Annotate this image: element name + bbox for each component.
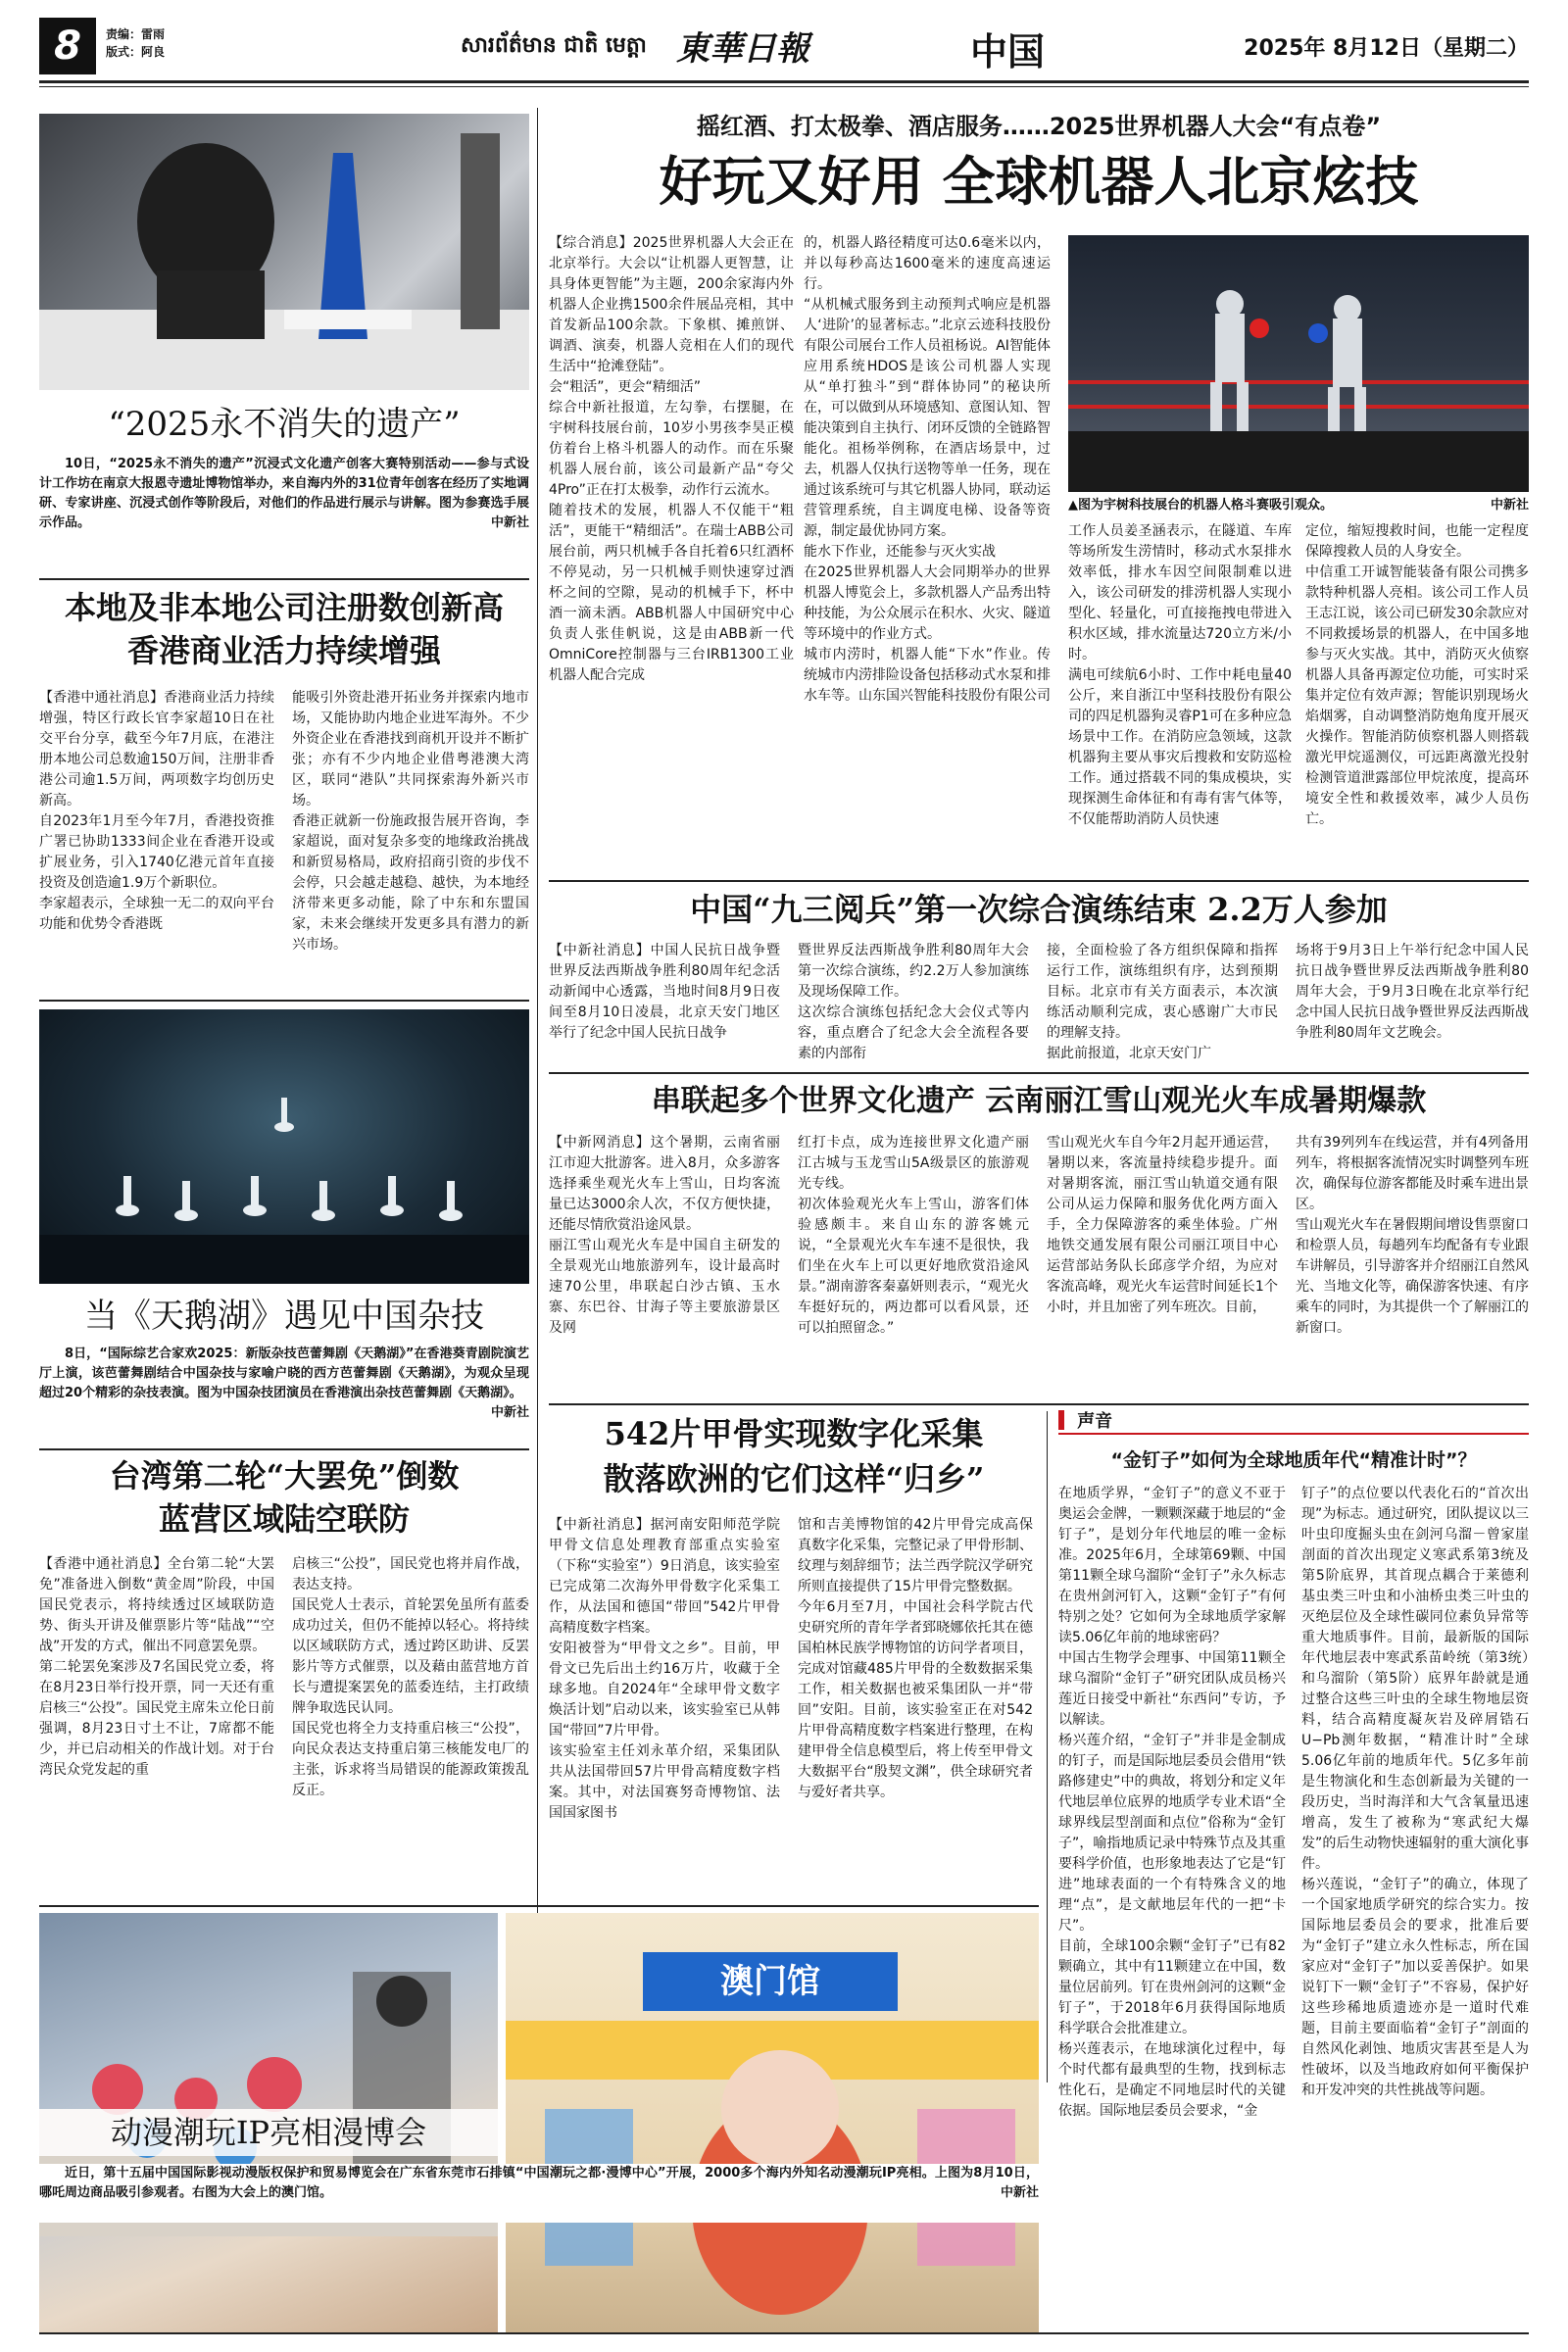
swan-lake-photo <box>39 1009 529 1284</box>
khmer-paper-name: សារព័ត៌មាន ជាតិ មេត្តា <box>461 33 647 58</box>
taiwan-headline-1: 台湾第二轮“大罢免”倒数 <box>109 1457 460 1494</box>
section-rule <box>549 1403 1529 1405</box>
oracle-body-col1: 【中新社消息】据河南安阳师范学院甲骨文信息处理教育部重点实验室（下称“实验室”）9日消息，该实验室已完成第二次海外甲骨数字化采集工作，从法国和德国“带回”542片甲骨高精度数字档案。 安阳被誉为“甲骨文之乡”。目前，甲骨文已先后出土约16万片，收藏于全球多地。自2024年“全球甲骨文数字焕活计划”启动以来，该实验室已从韩国“带回”7片甲骨。 该实验室主任刘永革介绍，采集团队共从法国带回57片甲骨高精度数字档案。其中，对法国赛努奇博物馆、法国国家图书 <box>549 1517 780 1821</box>
taiwan-body-col2: 启核三“公投”，国民党也将并肩作战，表达支持。 国民党人士表示，首轮罢免虽所有蓝委成功过关，但仍不能掉以轻心。将持续以区域联防方式，透过跨区助讲、反罢影片等方式催票，以及藉由蓝营地方首长与遭提案罢免的蓝委连结，主打政绩牌争取选民认同。 国民党也将全力支持重启核三“公投”，向民众表达支持重启第三核能发电厂的主张，诉求将当局错误的能源政策拨乱反正。 <box>292 1556 529 1798</box>
parade-headline: 中国“九三阅兵”第一次综合演练结束 2.2万人参加 <box>690 891 1388 928</box>
robot-kicker: 摇红酒、打太极拳、酒店服务……2025世界机器人大会“有点卷” <box>696 113 1382 140</box>
voice-marker-icon <box>1058 1410 1064 1430</box>
oracle-headline-1: 542片甲骨实现数字化采集 <box>604 1415 984 1452</box>
robot-boxing-photo <box>1068 235 1529 492</box>
section-rule <box>549 880 1529 882</box>
heritage-caption: 10日，“2025永不消失的遗产”沉浸式文化遗产创客大赛特别活动——参与式设计工作坊在南京大报恩寺遗址博物馆举办，来自海内外的31位青年创客在经历了实地调研、专家讲座、沉浸式创作等阶段后，对他们的作品进行展示与讲解。图为参赛选手展示作品。 中新社 <box>39 457 529 530</box>
swan-title: 当《天鹅湖》遇见中国杂技 <box>84 1297 484 1336</box>
lijiang-body-col1: 【中新网消息】这个暑期，云南省丽江市迎大批游客。进入8月，众多游客选择乘坐观光火车上雪山，日均客流量已达3000余人次，不仅方便快捷，还能尽情欣赏沿途风景。 丽江雪山观光火车是中国自主研发的全景观光山地旅游列车，设计最高时速70公里，串联起白沙古镇、玉水寨、东巴谷、甘海子等主要旅游景区及网 <box>549 1135 780 1336</box>
page-bottom-rule <box>39 2332 1529 2334</box>
voice-column-tag: 声音 <box>1058 1407 1529 1435</box>
swan-caption: 8日，“国际综艺合家欢2025：新版杂技芭蕾舞剧《天鹅湖》”在香港葵青剧院演艺厅上演，该芭蕾舞剧结合中国杂技与家喻户晓的西方芭蕾舞剧《天鹅湖》，为观众呈现超过20个精彩的杂技表演。图为中国杂技团演员在香港演出杂技芭蕾舞剧《天鹅湖》。 中新社 <box>39 1347 529 1420</box>
macau-pavilion-sign: 澳门馆 <box>720 1962 820 2001</box>
hk-body-col2: 能吸引外资赴港开拓业务并探索内地市场，又能协助内地企业进军海外。不少外资企业在香港找到商机开设并不断扩张；亦有不少内地企业借粤港澳大湾区，联同“港队”共同探索海外新兴市场。 香港正就新一份施政报告展开咨询，李家超说，面对复杂多变的地缘政治挑战和新贸易格局，政府招商引资的步伐不会停，只会越走越稳、越快，为本地经济带来更多动能，除了中东和东盟国家，未来会继续开发更多具有潜力的新兴市场。 <box>292 690 529 953</box>
issue-date: 2025年 8月12日（星期二） <box>1244 36 1529 61</box>
robot-body-col4: 定位，缩短搜救时间，也能一定程度保障搜救人员的人身安全。 中信重工开诚智能装备有限公司携多款特种机器人亮相。该公司工作人员王志江说，该公司已研发30余款应对不同救援场景的机器人，在中国多地参与灭火实战。其中，消防灭火侦察机器人具备再源定位功能，可实时采集并定位有效声源；智能识别现场火焰烟雾，自动调整消防炮角度开展灭火操作。智能消防侦察机器人则搭载激光甲烷遥测仪，可远距离激光投射检测管道泄露部位甲烷浓度，提高环境安全性和救援效率，减少人员伤亡。 <box>1305 523 1529 827</box>
column-divider <box>537 108 538 2082</box>
voice-body-col1: 在地质学界，“金钉子”的意义不亚于奥运会金牌，一颗颗深藏于地层的“金钉子”，是划分年代地层的唯一金标准。2025年6月，全球第69颗、中国第11颗全球乌溜阶“金钉子”永久标志在贵州剑河钉入，这颗“金钉子”有何特别之处？它如何为全球地质学家解读5.06亿年前的地球密码？ 中国古生物学会理事、中国第11颗全球乌溜阶“金钉子”研究团队成员杨兴莲近日接受中新社“东西问”专访，予以解读。 杨兴莲介绍，“金钉子”并非是金制成的钉子，而是国际地层委员会借用“铁路修建史”中的典故，将划分和定义年代地层单位底界的地质学专业术语“全球界线层型剖面和点位”俗称为“金钉子”，喻指地质记录中特殊节点及其重要科学价值，也形象地表达了它是“钉进”地球表面的一个有特殊含义的地理“点”，是文献地层年代的一把“卡尺”。 目前，全球100余颗“金钉子”已有82颗确立，其中有11颗建立在中国，数量位居前列。钉在贵州剑河的这颗“金钉子”，于2018年6月获得国际地质科学联合会批准建立。 杨兴莲表示，在地球演化过程中，每个时代都有最典型的生物，找到标志性化石，是确定不同地层时代的关键依据。国际地层委员会要求，“金 <box>1058 1486 1286 2119</box>
photo-placeholder-icon <box>39 114 529 390</box>
taiwan-headline-2: 蓝营区域陆空联防 <box>158 1500 410 1538</box>
lijiang-body-col2: 红打卡点，成为连接世界文化遗产丽江古城与玉龙雪山5A级景区的旅游观光专线。 初次体验观光火车上雪山，游客们体验感颇丰。来自山东的游客姚元说，“全景观光火车车速不是很快，我们坐在火车上可以更好地欣赏沿途风景。”湖南游客秦嘉妍则表示，“观光火车挺好玩的，两边都可以看风景，还可以拍照留念。” <box>798 1135 1029 1336</box>
voice-headline: “金钉子”如何为全球地质年代“精准计时”？ <box>1110 1449 1477 1471</box>
parade-body-col2: 暨世界反法西斯战争胜利80周年大会第一次综合演练，约2.2万人参加演练及现场保障工作。 这次综合演练包括纪念大会仪式等内容，重点磨合了纪念大会全流程各要素的内部衔 <box>798 943 1029 1061</box>
taiwan-body-col1: 【香港中通社消息】全台第二轮“大罢免”准备进入倒数“黄金周”阶段，中国国民党表示，将持续透过区域联防造势、街头开讲及催票影片等“陆战”“空战”开发的方式，催出不同意罢免票。 第二轮罢免案涉及7名国民党立委，将在8月23日举行投开票，同一天还有重启核三“公投”。国民党主席朱立伦日前强调，8月23日寸土不让，7席都不能少，并已启动相关的作战计划。对于台湾民众党发起的重 <box>39 1556 274 1778</box>
section-rule <box>39 578 529 580</box>
section-rule <box>39 1448 529 1450</box>
anime-caption: 近日，第十五届中国国际影视动漫版权保护和贸易博览会在广东省东莞市石排镇“中国潮玩之都·漫博中心”开展，2000多个海内外知名动漫潮玩IP亮相。上图为8月10日，哪吒周边商品吸引参观者。右图为大会上的澳门馆。 中新社 <box>39 2164 1039 2223</box>
robot-photo-caption: ▲图为宇树科技展台的机器人格斗赛吸引观众。 中新社 <box>1068 498 1529 513</box>
robot-body-col2: 的，机器人路径精度可达0.6毫米以内，并以每秒高达1600毫米的速度高速运行。 “从机械式服务到主动预判式响应是机器人‘进阶’的显著标志。”北京云迹科技股份有限公司展台工作人员祖杨说。AI智能体应用系统HDOS是该公司机器人实现从“单打独斗”到“群体协同”的秘诀所在，可以做到从环境感知、意图认知、智能决策到自主执行、闭环反馈的全链路智能化。祖杨举例称，在酒店场景中，过去，机器人仅执行送物等单一任务，现在通过该系统可与其它机器人协同，联动运营管理系统，自主调度电梯、设备等资源，制定最优协同方案。 能水下作业，还能参与灭火实战 在2025世界机器人大会同期举办的世界机器人博览会上，多款机器人产品秀出特种技能，为公众展示在积水、火灾、隧道等环境中的作业方式。 城市内涝时，机器人能“下水”作业。传统城市内涝排险设备包括移动式水泵和排水车等。山东国兴智能科技股份有限公司 <box>804 235 1051 704</box>
masthead-rule <box>39 80 1529 83</box>
parade-body-col4: 场将于9月3日上午举行纪念中国人民抗日战争暨世界反法西斯战争胜利80周年大会，于9月3日晚在北京举行纪念中国人民抗日战争暨世界反法西斯战争胜利80周年文艺晚会。 <box>1296 943 1529 1041</box>
editor-credit: 责编：雷雨 版式：阿良 <box>106 27 166 59</box>
section-name: 中国 <box>970 30 1046 74</box>
section-rule <box>549 1072 1529 1074</box>
heritage-photo <box>39 114 529 390</box>
macau-pavilion-photo <box>506 1913 1039 2334</box>
masthead-rule-thin <box>39 86 1529 87</box>
parade-body-col3: 接，全面检验了各方组织保障和指挥运行工作，演练组织有序，达到预期目标。北京市有关方面表示，本次演练活动顺利完成，衷心感谢广大市民的理解支持。 据此前报道，北京天安门广 <box>1047 943 1278 1061</box>
hk-headline-1: 本地及非本地公司注册数创新高 <box>64 589 504 626</box>
lijiang-body-col4: 共有39列列车在线运营，并有4列备用列车，将根据客流情况实时调整列车班次，确保每位游客都能及时乘车进出景区。 雪山观光火车在暑假期间增设售票窗口和检票人员，每趟列车均配备有专业跟车讲解员，引导游客并介绍丽江自然风光、当地文化等，确保游客快速、有序乘车的同时，为其提供一个了解丽江的新窗口。 <box>1296 1135 1529 1336</box>
hk-body-col1: 【香港中通社消息】香港商业活力持续增强，特区行政长官李家超10日在社交平台分享，截至今年7月底，在港注册本地公司总数逾150万间，注册非香港公司逾1.5万间，两项数字均创历史新高。 自2023年1月至今年7月，香港投资推广署已协助1333间企业在香港开设或扩展业务，引入1740亿港元首年直接投资及创造逾1.9万个新职位。 李家超表示，全球独一无二的双向平台功能和优势令香港既 <box>39 690 274 932</box>
oracle-body-col2: 馆和吉美博物馆的42片甲骨完成高保真数字化采集，完整记录了甲骨形制、纹理与刻辞细节；法兰西学院汉学研究所则直接提供了15片甲骨完整数据。 今年6月至7月，中国社会科学院古代史研究所的青年学者郅晓娜依托其在德国柏林民族学博物馆的访问学者项目，完成对馆藏485片甲骨的全数数据采集工作，相关数据也被采集团队一并“带回”安阳。目前，该实验室正在对542片甲骨高精度数字档案进行整理，在构建甲骨全信息模型后，将上传至甲骨文大数据平台“殷契文渊”，供全球研究者与爱好者共享。 <box>798 1517 1033 1800</box>
paper-name: 東華日報 <box>676 29 809 69</box>
voice-divider <box>1047 1411 1048 2082</box>
section-rule <box>39 1000 529 1002</box>
lijiang-headline: 串联起多个世界文化遗产 云南丽江雪山观光火车成暑期爆款 <box>651 1084 1427 1118</box>
robot-headline: 好玩又好用 全球机器人北京炫技 <box>659 151 1419 213</box>
oracle-headline-2: 散落欧洲的它们这样“归乡” <box>603 1460 985 1497</box>
heritage-title: “2025永不消失的遗产” <box>108 405 461 444</box>
voice-body-col2: 钉子”的点位要以代表化石的“首次出现”为标志。通过研究，团队提议以三叶虫印度掘头虫在剑河乌溜－曾家崖剖面的首次出现定义寒武系第3统及第5阶底界，其首现点耦合于莱德利基虫类三叶虫和小油桥虫类三叶虫的灭绝层位及全球性碳同位素负异常等重大地质事件。目前，最新版的国际年代地层表中寒武系苗岭统（第3统）和乌溜阶（第5阶）底界年龄就是通过整合这些三叶虫的全球生物地层资料，结合高精度凝灰岩及碎屑锆石U−Pb测年数据，“精准计时”全球5.06亿年前的地质年代。5亿多年前是生物演化和生态创新最为关键的一段历史，当时海洋和大气含氧量迅速增高，发生了被称为“寒武纪大爆发”的后生动物快速辐射的重大演化事件。 杨兴莲说，“金钉子”的确立，体现了一个国家地质学研究的综合实力。按国际地层委员会的要求，批准后要为“金钉子”建立永久性标志，所在国家应对“金钉子”加以妥善保护。如果说钉下一颗“金钉子”不容易，保护好这些珍稀地质遗迹亦是一道时代难题，目前主要面临着“金钉子”剖面的自然风化剥蚀、地质灾害甚至是人为性破坏，以及当地政府如何平衡保护和开发冲突的共性挑战等问题。 <box>1301 1486 1529 2098</box>
section-rule <box>39 1905 1039 1907</box>
robot-boxing-icon <box>1068 235 1529 492</box>
page-number: 8 <box>39 18 96 74</box>
parade-body-col1: 【中新社消息】中国人民抗日战争暨世界反法西斯战争胜利80周年纪念活动新闻中心透露，当地时间8月9日夜间至8月10日凌晨，北京天安门地区举行了纪念中国人民抗日战争 <box>549 943 780 1041</box>
hk-headline-2: 香港商业活力持续增强 <box>126 632 441 669</box>
robot-body-col1: 【综合消息】2025世界机器人大会正在北京举行。大会以“让机器人更智慧，让具身体更智能”为主题，200余家海内外机器人企业携1500余件展品亮相，其中首发新品100余款。下象棋、摊煎饼、调酒、演奏，机器人竞相在人们的现代生活中“抢滩登陆”。 会“粗活”，更会“精细活” 综合中新社报道，左勾拳，右摆腿，在宇树科技展台前，10岁小男孩李昊正模仿着台上格斗机器人的动作。而在乐聚机器人展台前，该公司最新产品“夸父4Pro”正在打太极拳，动作行云流水。 随着技术的发展，机器人不仅能干“粗活”，更能干“精细活”。在瑞士ABB公司展台前，两只机械手各自托着6只红酒杯不停晃动，另一只机械手则快速穿过酒杯之间的空隙，晃动的机械手下，杯中酒一滴未洒。ABB机器人中国研究中心负责人张佳帆说，这是由ABB新一代OmniCore控制器与三台IRB1300工业机器人配合完成 <box>549 235 794 683</box>
robot-body-col3: 工作人员姜圣涵表示，在隧道、车库等场所发生涝情时，移动式水泵排水效率低，排水车因空间限制难以进入，该公司研发的排涝机器人实现小型化、轻量化，可直接拖拽电带进入积水区域，排水流量达720立方米/小时。 满电可续航6小时、工作中耗电量40公斤，来自浙江中坚科技股份有限公司的四足机器狗灵睿P1可在多种应急场景中工作。在消防应急领域，这款机器狗主要从事灾后搜救和安防巡检工作。通过搭载不同的集成模块，实现探测生命体征和有毒有害气体等，不仅能帮助消防人员快速 <box>1068 523 1292 827</box>
anime-title: 动漫潮玩IP亮相漫博会 <box>39 2109 498 2156</box>
lijiang-body-col3: 雪山观光火车自今年2月起开通运营，暑期以来，客流量持续稳步提升。面对暑期客流，丽江雪山轨道交通有限公司从运力保障和服务优化两方面入手，全力保障游客的乘坐体验。广州地铁交通发展有限公司丽江项目中心运营部站务队长邱彦学介绍，为应对客流高峰，观光火车运营时间延长1个小时，并且加密了列车班次。目前， <box>1047 1135 1278 1315</box>
ballet-stage-icon <box>39 1009 529 1284</box>
masthead <box>39 18 1529 96</box>
